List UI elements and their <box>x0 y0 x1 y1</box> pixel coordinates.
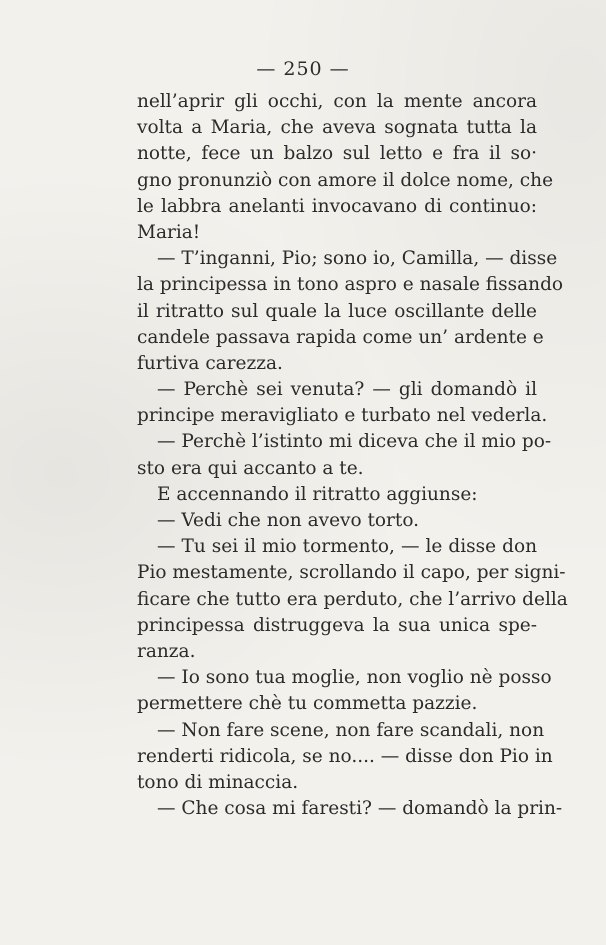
body-text <box>137 89 568 822</box>
page-number: — 250 — <box>256 58 350 80</box>
text-line: — Vedi che non avevo torto. <box>157 510 420 531</box>
text-line: — Io sono tua moglie, non voglio nè posso <box>157 667 552 689</box>
text-line: — Non fare scene, non fare scandali, non <box>157 719 545 741</box>
text-line: le labbra anelanti invocavano di continuo: <box>137 195 537 217</box>
text-line: notte, fece un balzo sul letto e fra il so· <box>137 143 537 165</box>
text-line: E accennando il ritratto aggiunse: <box>157 483 478 505</box>
text-line: il ritratto sul quale la luce oscillante delle <box>137 300 537 322</box>
text-line: la principessa in tono aspro e nasale fissando <box>137 274 564 296</box>
text-line: — Perchè sei venuta? — gli domandò il <box>157 379 537 401</box>
text-line: furtiva carezza. <box>137 352 283 374</box>
text-line: — Che cosa mi faresti? — domandò la prin- <box>157 798 563 820</box>
text-line: — Tu sei il mio tormento, — le disse don <box>157 536 537 558</box>
text-line: candele passava rapida come un’ ardente e <box>137 326 544 348</box>
text-line: renderti ridicola, se no.... — disse don Pio in <box>137 745 553 767</box>
text-line: Pio mestamente, scrollando il capo, per signi- <box>137 562 566 584</box>
text-line: ficare che tutto era perduto, che l’arrivo della <box>137 588 568 610</box>
text-line: sto era qui accanto a te. <box>137 457 364 479</box>
text-line: principessa distruggeva la sua unica spe- <box>137 614 537 636</box>
text-line: principe meravigliato e turbato nel vederla. <box>137 405 548 427</box>
text-line: nell’aprir gli occhi, con la mente ancora <box>137 91 537 112</box>
text-line: permettere chè tu commetta pazzie. <box>137 693 478 715</box>
text-line: Maria! <box>137 221 201 243</box>
text-line: — T’inganni, Pio; sono io, Camilla, — disse <box>157 248 558 270</box>
text-line: gno pronunziò con amore il dolce nome, che <box>137 169 554 191</box>
text-line: — Perchè l’istinto mi diceva che il mio po- <box>157 431 552 453</box>
text-line: ranza. <box>137 640 196 662</box>
text-line: volta a Maria, che aveva sognata tutta la <box>137 117 537 139</box>
text-line: tono di minaccia. <box>137 771 299 793</box>
